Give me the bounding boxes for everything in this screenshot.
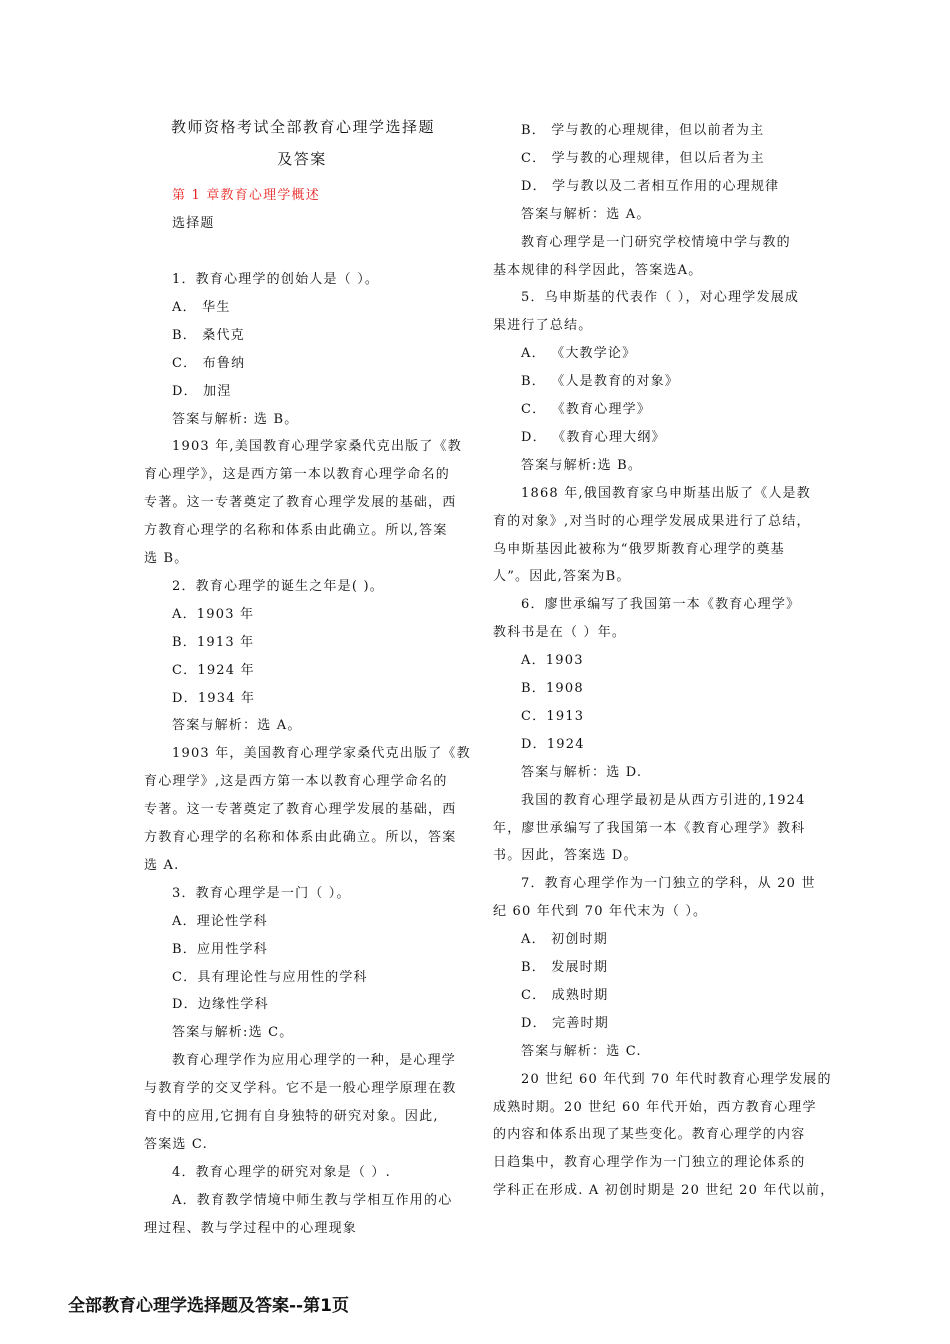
text-line: 果进行了总结。 bbox=[493, 318, 593, 334]
text-line: 专著。这一专著奠定了教育心理学发展的基础，西 bbox=[144, 802, 457, 818]
text-line: C．具有理论性与应用性的学科 bbox=[172, 969, 368, 985]
text-line: B． 学与教的心理规律，但以前者为主 bbox=[521, 123, 765, 138]
text-line: D． 学与教以及二者相互作用的心理规律 bbox=[521, 178, 780, 194]
text-line: D． 《教育心理大纲》 bbox=[521, 429, 666, 445]
text-line: 6．廖世承编写了我国第一本《教育心理学》 bbox=[521, 597, 801, 613]
text-line: 答案与解析：选 D. bbox=[521, 764, 643, 780]
text-line: B．1913 年 bbox=[172, 634, 255, 650]
text-line: 理过程、教与学过程中的心理现象 bbox=[144, 1220, 358, 1236]
text-line: 基本规律的科学因此，答案选A。 bbox=[493, 262, 703, 278]
text-line: 20 世纪 60 年代到 70 年代时教育心理学发展的 bbox=[521, 1071, 832, 1087]
text-line: 7．教育心理学作为一门独立的学科，从 20 世 bbox=[521, 876, 816, 892]
text-line: 教育心理学是一门研究学校情境中学与教的 bbox=[521, 234, 791, 250]
text-line: 育心理学》，这是西方第一本以教育心理学命名的 bbox=[144, 467, 450, 483]
text-line: 4．教育心理学的研究对象是（ ）. bbox=[172, 1164, 391, 1180]
text-line: 日趋集中，教育心理学作为一门独立的理论体系的 bbox=[493, 1155, 806, 1171]
text-line: A． 初创时期 bbox=[521, 932, 608, 948]
text-line: 的内容和体系出现了某些变化。教育心理学的内容 bbox=[493, 1127, 806, 1143]
text-line: A．1903 年 bbox=[172, 606, 255, 622]
text-line: A．1903 bbox=[521, 653, 584, 669]
text-line: 书。因此，答案选 D。 bbox=[493, 848, 638, 864]
document-title-line-1: 教师资格考试全部教育心理学选择题 bbox=[170, 118, 435, 136]
text-line: D． 完善时期 bbox=[521, 1015, 609, 1031]
text-line: 1903 年，美国教育心理学家桑代克出版了《教 bbox=[172, 746, 471, 762]
text-line: 答案与解析:选 C。 bbox=[172, 1025, 294, 1041]
text-line: 方教育心理学的名称和体系由此确立。所以,答案 bbox=[144, 523, 448, 539]
text-line: 5．乌申斯基的代表作（ ），对心理学发展成 bbox=[521, 290, 800, 306]
text-line: B． 桑代克 bbox=[172, 327, 245, 343]
text-line: A．教育教学情境中师生教与学相互作用的心 bbox=[172, 1192, 453, 1208]
text-line: 3．教育心理学是一门（ ）。 bbox=[172, 885, 351, 901]
text-line: 答案与解析：选 A。 bbox=[172, 718, 302, 734]
text-line: 专著。这一专著奠定了教育心理学发展的基础，西 bbox=[144, 495, 457, 511]
text-line: C．1924 年 bbox=[172, 662, 255, 678]
text-line: 育中的应用,它拥有自身独特的研究对象。因此, bbox=[144, 1109, 439, 1124]
text-line: A． 《大教学论》 bbox=[521, 346, 637, 362]
text-line: D． 加涅 bbox=[172, 383, 232, 399]
text-line: 1．教育心理学的创始人是（ ）。 bbox=[172, 272, 380, 287]
text-line: 答案与解析：选 C. bbox=[521, 1043, 642, 1059]
text-line: C． 学与教的心理规律，但以后者为主 bbox=[521, 150, 765, 166]
text-line: B．1908 bbox=[521, 681, 584, 696]
text-line: 答案选 C. bbox=[144, 1136, 208, 1152]
text-line: D．1924 bbox=[521, 736, 585, 752]
text-line: 选 A. bbox=[144, 857, 180, 873]
text-line: B．应用性学科 bbox=[172, 941, 268, 957]
page-footer: 全部教育心理学选择题及答案--第1页 bbox=[68, 1296, 349, 1316]
text-line: B． 《人是教育的对象》 bbox=[521, 374, 680, 390]
text-line: 教科书是在（ ）年。 bbox=[493, 625, 627, 641]
text-line: D．边缘性学科 bbox=[172, 997, 269, 1013]
text-line: 人”。因此,答案为B。 bbox=[493, 569, 631, 585]
text-line: 教育心理学作为应用心理学的一种，是心理学 bbox=[172, 1053, 457, 1069]
document-title-line-2: 及答案 bbox=[277, 150, 327, 168]
text-line: 成熟时期。20 世纪 60 年代开始，西方教育心理学 bbox=[493, 1099, 817, 1115]
text-line: B． 发展时期 bbox=[521, 960, 609, 975]
text-line: A． 华生 bbox=[172, 299, 231, 315]
text-line: 乌申斯基因此被称为“俄罗斯教育心理学的奠基 bbox=[493, 541, 785, 557]
text-line: 方教育心理学的名称和体系由此确立。所以，答案 bbox=[144, 830, 457, 845]
chapter-heading: 第 1 章教育心理学概述 bbox=[172, 188, 320, 203]
text-line: 1903 年,美国教育心理学家桑代克出版了《教 bbox=[172, 439, 462, 455]
text-line: C．1913 bbox=[521, 708, 585, 724]
text-line: 1868 年,俄国教育家乌申斯基出版了《人是教 bbox=[521, 485, 811, 501]
text-line: C． 《教育心理学》 bbox=[521, 402, 652, 417]
text-line: 答案与解析: 选 B。 bbox=[172, 411, 299, 427]
text-line: 答案与解析：选 A。 bbox=[521, 206, 651, 222]
text-line: 与教育学的交叉学科。它不是一般心理学原理在教 bbox=[144, 1081, 457, 1097]
text-line: 答案与解析:选 B。 bbox=[521, 457, 643, 473]
text-line: 纪 60 年代到 70 年代末为（ ）。 bbox=[493, 904, 708, 920]
section-label: 选择题 bbox=[172, 216, 215, 231]
text-line: 年，廖世承编写了我国第一本《教育心理学》教科 bbox=[493, 820, 806, 836]
text-line: 育心理学》,这是西方第一本以教育心理学命名的 bbox=[144, 774, 448, 790]
text-line: 2．教育心理学的诞生之年是( )。 bbox=[172, 578, 384, 594]
text-line: C． 成熟时期 bbox=[521, 987, 609, 1003]
text-line: C． 布鲁纳 bbox=[172, 355, 246, 371]
text-line: 我国的教育心理学最初是从西方引进的,1924 bbox=[521, 792, 806, 808]
text-line: D．1934 年 bbox=[172, 690, 256, 706]
text-line: 学科正在形成. A 初创时期是 20 世纪 20 年代以前， bbox=[493, 1183, 835, 1199]
text-line: 选 B。 bbox=[144, 551, 189, 566]
text-line: A．理论性学科 bbox=[172, 913, 268, 929]
text-line: 育的对象》,对当时的心理学发展成果进行了总结， bbox=[493, 513, 811, 529]
